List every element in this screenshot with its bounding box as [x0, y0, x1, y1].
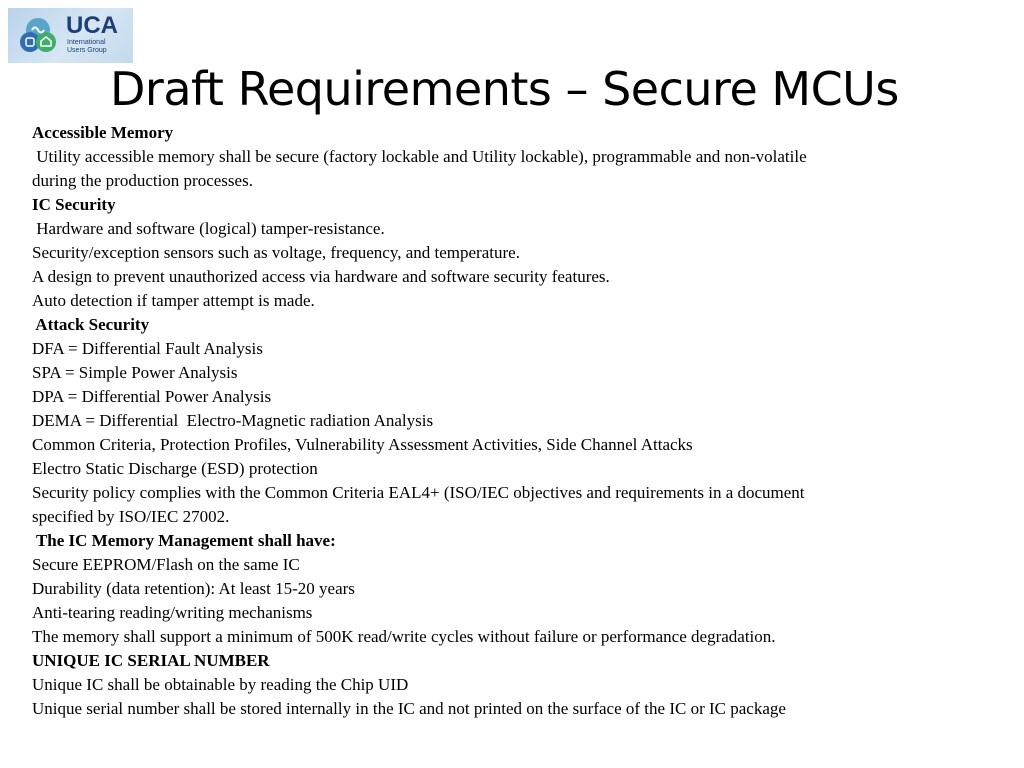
logo-subtitle-line: International: [67, 39, 106, 46]
body-text-line: Unique serial number shall be stored internally in the IC and not printed on the surface of the IC or IC package: [32, 699, 786, 718]
section-heading: Accessible Memory: [32, 123, 174, 142]
section-heading: The IC Memory Management shall have:: [32, 531, 336, 550]
body-text-line: DPA = Differential Power Analysis: [32, 387, 272, 406]
body-text-line: specified by ISO/IEC 27002.: [32, 507, 230, 526]
body-text-line: DEMA = Differential Electro-Magnetic radiation Analysis: [32, 411, 434, 430]
slide-title: Draft Requirements – Secure MCUs: [110, 62, 899, 116]
body-text-line: Security/exception sensors such as voltage, frequency, and temperature.: [32, 243, 520, 262]
body-text-line: Hardware and software (logical) tamper-resistance.: [32, 219, 385, 238]
body-text-line: SPA = Simple Power Analysis: [32, 363, 238, 382]
body-text-line: Electro Static Discharge (ESD) protection: [32, 459, 318, 478]
section-heading: Attack Security: [32, 315, 150, 334]
body-text-line: Unique IC shall be obtainable by reading the Chip UID: [32, 675, 409, 694]
uca-logo: [8, 8, 133, 63]
logo-name: UCA: [66, 12, 118, 39]
logo-subtitle-line: Users Group: [67, 46, 107, 54]
body-text-line: Secure EEPROM/Flash on the same IC: [32, 555, 300, 574]
body-text-line: Auto detection if tamper attempt is made.: [32, 291, 315, 310]
slide-body: [32, 121, 992, 721]
section-heading: IC Security: [32, 195, 116, 214]
body-text-line: Common Criteria, Protection Profiles, Vulnerability Assessment Activities, Side Channel Attacks: [32, 435, 693, 454]
body-text-line: DFA = Differential Fault Analysis: [32, 339, 263, 358]
logo-subtitle: [67, 39, 127, 54]
body-text-line: Durability (data retention): At least 15-20 years: [32, 579, 355, 598]
section-heading: UNIQUE IC SERIAL NUMBER: [32, 651, 270, 670]
body-text-line: The memory shall support a minimum of 500K read/write cycles without failure or performance degradation.: [32, 627, 776, 646]
body-text-line: during the production processes.: [32, 171, 253, 190]
body-text-line: A design to prevent unauthorized access via hardware and software security features.: [32, 267, 610, 286]
body-text-line: Security policy complies with the Common Criteria EAL4+ (ISO/IEC objectives and requirements in a document: [32, 483, 805, 502]
body-text-line: Anti-tearing reading/writing mechanisms: [32, 603, 313, 622]
body-text-line: Utility accessible memory shall be secure (factory lockable and Utility lockable), programmable and non-volatile: [32, 147, 807, 166]
